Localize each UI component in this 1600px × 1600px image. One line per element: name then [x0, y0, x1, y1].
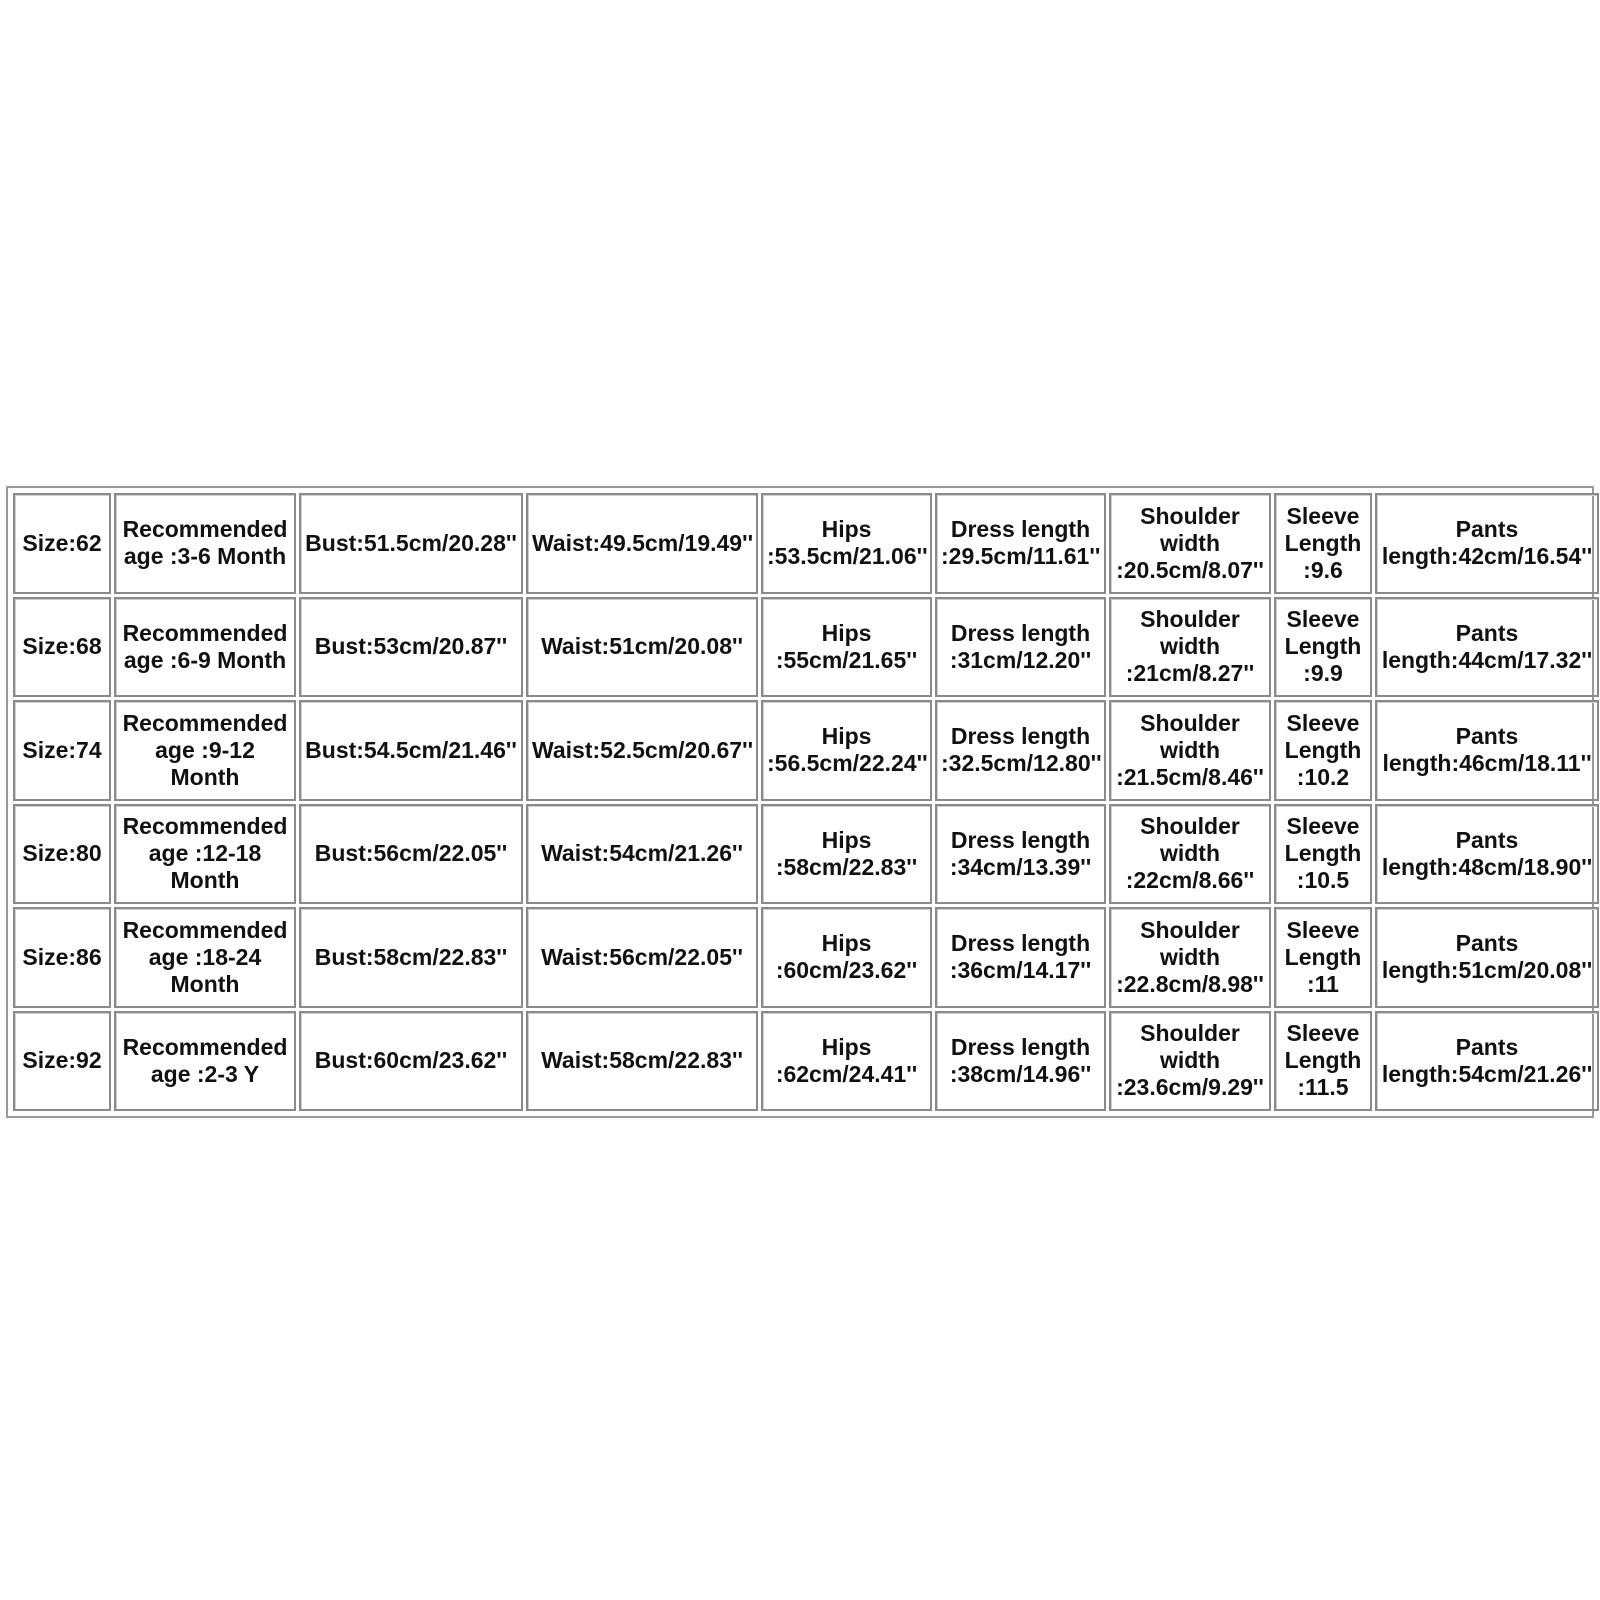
sleeve-length-cell: Sleeve Length :10.5 — [1274, 804, 1372, 905]
size-cell: Size:92 — [13, 1011, 111, 1112]
age-cell: Recommended age :9-12 Month — [114, 700, 296, 801]
age-cell: Recommended age :3-6 Month — [114, 493, 296, 594]
age-cell: Recommended age :6-9 Month — [114, 597, 296, 698]
hips-cell: Hips :53.5cm/21.06'' — [761, 493, 932, 594]
dress-length-cell: Dress length :36cm/14.17'' — [935, 907, 1106, 1008]
age-cell: Recommended age :12-18 Month — [114, 804, 296, 905]
hips-cell: Hips :56.5cm/22.24'' — [761, 700, 932, 801]
size-row — [13, 700, 1599, 801]
size-row — [13, 1011, 1599, 1112]
age-cell: Recommended age :2-3 Y — [114, 1011, 296, 1112]
sleeve-length-cell: Sleeve Length :10.2 — [1274, 700, 1372, 801]
pants-length-cell: Pants length:44cm/17.32'' — [1375, 597, 1599, 698]
waist-cell: Waist:58cm/22.83'' — [526, 1011, 758, 1112]
dress-length-cell: Dress length :31cm/12.20'' — [935, 597, 1106, 698]
pants-length-cell: Pants length:46cm/18.11'' — [1375, 700, 1599, 801]
waist-cell: Waist:52.5cm/20.67'' — [526, 700, 758, 801]
bust-cell: Bust:60cm/23.62'' — [299, 1011, 523, 1112]
size-cell: Size:62 — [13, 493, 111, 594]
size-cell: Size:74 — [13, 700, 111, 801]
shoulder-width-cell: Shoulder width :23.6cm/9.29'' — [1109, 1011, 1271, 1112]
size-row — [13, 907, 1599, 1008]
size-cell: Size:80 — [13, 804, 111, 905]
pants-length-cell: Pants length:54cm/21.26'' — [1375, 1011, 1599, 1112]
bust-cell: Bust:51.5cm/20.28'' — [299, 493, 523, 594]
size-cell: Size:68 — [13, 597, 111, 698]
hips-cell: Hips :58cm/22.83'' — [761, 804, 932, 905]
sleeve-length-cell: Sleeve Length :9.9 — [1274, 597, 1372, 698]
waist-cell: Waist:56cm/22.05'' — [526, 907, 758, 1008]
waist-cell: Waist:54cm/21.26'' — [526, 804, 758, 905]
shoulder-width-cell: Shoulder width :22.8cm/8.98'' — [1109, 907, 1271, 1008]
age-cell: Recommended age :18-24 Month — [114, 907, 296, 1008]
pants-length-cell: Pants length:48cm/18.90'' — [1375, 804, 1599, 905]
waist-cell: Waist:51cm/20.08'' — [526, 597, 758, 698]
dress-length-cell: Dress length :29.5cm/11.61'' — [935, 493, 1106, 594]
size-row — [13, 493, 1599, 594]
dress-length-cell: Dress length :32.5cm/12.80'' — [935, 700, 1106, 801]
size-cell: Size:86 — [13, 907, 111, 1008]
size-row — [13, 597, 1599, 698]
shoulder-width-cell: Shoulder width :22cm/8.66'' — [1109, 804, 1271, 905]
size-row — [13, 804, 1599, 905]
waist-cell: Waist:49.5cm/19.49'' — [526, 493, 758, 594]
sleeve-length-cell: Sleeve Length :11 — [1274, 907, 1372, 1008]
shoulder-width-cell: Shoulder width :20.5cm/8.07'' — [1109, 493, 1271, 594]
shoulder-width-cell: Shoulder width :21.5cm/8.46'' — [1109, 700, 1271, 801]
hips-cell: Hips :60cm/23.62'' — [761, 907, 932, 1008]
size-chart-table — [10, 490, 1600, 1114]
pants-length-cell: Pants length:51cm/20.08'' — [1375, 907, 1599, 1008]
bust-cell: Bust:54.5cm/21.46'' — [299, 700, 523, 801]
hips-cell: Hips :62cm/24.41'' — [761, 1011, 932, 1112]
bust-cell: Bust:53cm/20.87'' — [299, 597, 523, 698]
bust-cell: Bust:56cm/22.05'' — [299, 804, 523, 905]
bust-cell: Bust:58cm/22.83'' — [299, 907, 523, 1008]
dress-length-cell: Dress length :38cm/14.96'' — [935, 1011, 1106, 1112]
pants-length-cell: Pants length:42cm/16.54'' — [1375, 493, 1599, 594]
sleeve-length-cell: Sleeve Length :11.5 — [1274, 1011, 1372, 1112]
dress-length-cell: Dress length :34cm/13.39'' — [935, 804, 1106, 905]
shoulder-width-cell: Shoulder width :21cm/8.27'' — [1109, 597, 1271, 698]
hips-cell: Hips :55cm/21.65'' — [761, 597, 932, 698]
sleeve-length-cell: Sleeve Length :9.6 — [1274, 493, 1372, 594]
size-chart — [6, 486, 1594, 1118]
